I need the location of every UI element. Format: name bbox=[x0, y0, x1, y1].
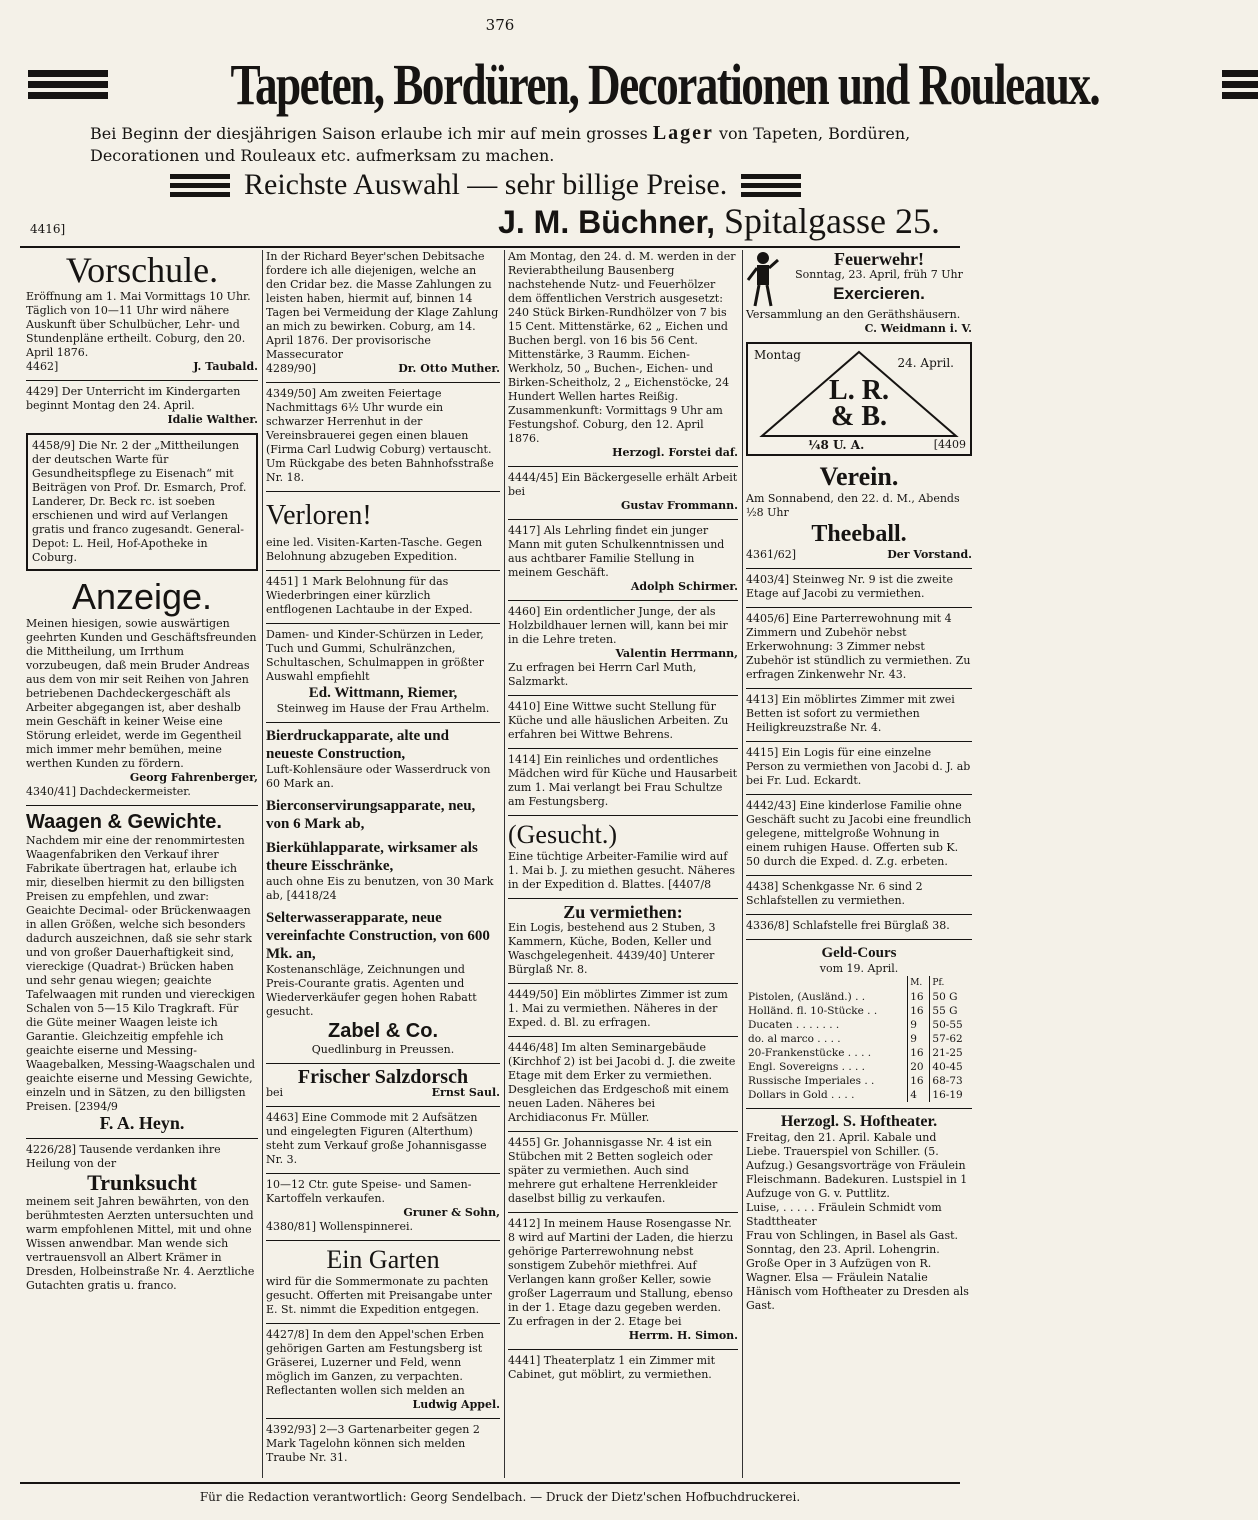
rates-date: vom 19. April. bbox=[819, 962, 899, 975]
divider bbox=[266, 570, 500, 571]
firm-name-bold: J. M. Büchner, bbox=[498, 204, 716, 240]
divider bbox=[508, 695, 738, 696]
ad-text: eine led. Visiten-Karten-Tasche. Gegen Belohnung abzugeben Expedition. bbox=[266, 536, 483, 563]
verein-ref: 4361/62] bbox=[746, 548, 796, 561]
ad-feuerwehr bbox=[746, 250, 972, 336]
table-cell: 16-19 bbox=[930, 1088, 972, 1102]
divider bbox=[746, 794, 972, 795]
divider bbox=[508, 519, 738, 520]
ad-text: Nachdem mir eine der renommirtesten Waagenfabriken den Verkauf ihrer Fabrikate übertragen hat, erlaube ich mir, dieselben hiermit zu den billigsten Preisen zu empfehlen, und zwar: Geaichte Decimal- oder Brückenwaagen in allen Größen, welche sich besonders dadurch auszeichnen, daß sie sehr stark und von großer Dauerhaftigkeit sind, viereckige (Quadrat-) Brücken haben und sehr genau wiegen; geaichte Tafelwaagen mit runden und viereckigen Schalen von 5—15 Kilo Tragkraft. Für die Güte meiner Waagen leiste ich Garantie. Gleichzeitig empfehle ich geaichte eiserne und Messing-Waagebalken, Messing-Waagschalen und geaichte eiserne und Messing Gewichte, einzeln und in Sätzen, zu den billigsten Preisen. [2394/9 bbox=[26, 834, 255, 1113]
lrb-ref: [4409 bbox=[933, 438, 966, 451]
ad-signature: Georg Fahrenberger, bbox=[129, 771, 258, 784]
slogan bbox=[170, 168, 890, 202]
ad-text: bei bbox=[266, 1086, 284, 1099]
rates-table bbox=[746, 976, 972, 1102]
table-cell: 55 G bbox=[930, 1004, 972, 1018]
ad-text: 1414] Ein reinliches und ordentliches Mädchen wird für Küche und Hausarbeit zum 1. Mai verlangt bei Frau Schultze am Festungsberg. bbox=[508, 753, 738, 808]
ad-text: Meinen hiesigen, sowie auswärtigen geehrten Kunden und Geschäftsfreunden die Mittheilung, um Irrthum vorzubeugen, daß mein Bruder Andreas aus dem von mir seit Reihen von Jahren betriebenen Dachdeckergeschäft als Arbeiter abgegangen ist, aber deshalb mein Geschäft in keiner Weise eine Störung erleidet, werde im Gegentheil mich immer mehr bemühen, meine werthen Kunden zu fördern. bbox=[26, 617, 257, 770]
divider bbox=[266, 1106, 500, 1107]
divider bbox=[508, 815, 738, 816]
intro-part-2: von Tapeten, Bordüren, Decorationen und Rouleaux etc. aufmerksam zu machen. bbox=[90, 124, 911, 165]
firm-address: Spitalgasse 25. bbox=[724, 201, 940, 241]
divider bbox=[508, 748, 738, 749]
divider bbox=[746, 939, 972, 940]
ad-text: Am Montag, den 24. d. M. werden in der Revierabtheilung Bausenberg nachstehende Nutz- und Feuerhölzer dem öffentlichen Verstrich ausgesetzt: 240 Stück Birken-Rundhölzer von 7 bis 15 Cent. Mittenstärke, 62 „ Eichen und Buchen bergl. von 16 bis 56 Cent. Mittenstärke, 3 Raumm. Eichen-Werkholz, 50 „ Buchen-, Eichen- und Birken-Scheitholz, 2 „ Eichenstöcke, 24 Hundert Wellen hartes Reißig. Zusammenkunft: Vormittags 9 Uhr am Festungshof. Coburg, den 12. April 1876. bbox=[508, 250, 736, 445]
ad-text-2: meinem seit Jahren bewährten, von den berühmtesten Aerzten untersuchten und warm empfohlenen Mittel, mit und ohne Wissen anwendbar. Man wende sich vertrauensvoll an Albert Krämer in Dresden, Holbeinstraße Nr. 4. Aerztliche Gutachten gratis u. franco. bbox=[26, 1195, 255, 1292]
table-cell: 9 bbox=[908, 1032, 930, 1046]
theater-text: Freitag, den 21. April. Kabale und Liebe. Trauerspiel von Schiller. (5. Aufzug.) Gesangsvorträge von Fräulein Fleischmann. Badekuren. Lustspiel in 1 Aufzuge von G. v. Puttlitz. bbox=[746, 1131, 968, 1200]
feuerwehr-heading: Exercieren. bbox=[833, 284, 925, 303]
ad-signature: Gruner & Sohn, bbox=[403, 1206, 500, 1219]
ad-heading: Frischer Salzdorsch bbox=[297, 1066, 469, 1088]
ad-text: 4455] Gr. Johannisgasse Nr. 4 ist ein Stübchen mit 2 Betten sogleich oder später zu vermiethen. Auch sind mehrere gut erhaltene Herrenkleider daselbst billig zu verkaufen. bbox=[508, 1136, 718, 1205]
ad-verein bbox=[746, 462, 972, 562]
rates-table-body bbox=[746, 990, 972, 1102]
table-cell: Holländ. fl. 10-Stücke . . bbox=[748, 1005, 878, 1017]
ad-signature: F. A. Heyn. bbox=[99, 1113, 185, 1133]
divider bbox=[266, 1240, 500, 1241]
ad-wittwe bbox=[508, 700, 738, 742]
ad-vorschule bbox=[26, 250, 258, 374]
theater-cast-1: Luise, . . . . . Fräulein Schmidt vom Stadttheater bbox=[746, 1201, 942, 1228]
ad-text: 4413] Ein möblirtes Zimmer mit zwei Betten ist sofort zu vermiethen Heiligkreuzstraße Nr. 4. bbox=[746, 693, 955, 734]
feuerwehr-signature: C. Weidmann i. V. bbox=[864, 322, 972, 335]
intro-part-1: Bei Beginn der diesjährigen Saison erlaube ich mir auf mein grosses bbox=[90, 124, 648, 143]
ad-junge bbox=[508, 605, 738, 689]
ad-text: 4458/9] Die Nr. 2 der „Mittheilungen der deutschen Warte für Gesundheitspflege zu Eisenach“ mit Beiträgen von Prof. Dr. Esmarch, Prof. Landerer, Dr. Beck rc. ist soeben erschienen und wird auf Verlangen gratis und franco zugesandt. General-Depot: L. Heil, Hof-Apotheke in Coburg. bbox=[32, 439, 247, 564]
footer: Für die Redaction verantwortlich: Georg Sendelbach. — Druck der Dietz'schen Hofbuchdruckerei. bbox=[199, 1490, 801, 1504]
ad-heading: (Gesucht.) bbox=[508, 820, 618, 849]
table-cell: 16 bbox=[908, 1046, 930, 1060]
ad-text: Ein Logis, bestehend aus 2 Stuben, 3 Kammern, Küche, Boden, Keller und Waschgelegenheit. 4439/40] Unterer Bürglaß Nr. 8. bbox=[508, 921, 716, 976]
divider bbox=[746, 741, 972, 742]
ad-ref: 4380/81] Wollenspinnerei. bbox=[266, 1220, 413, 1233]
rates-heading: Geld-Cours bbox=[821, 945, 897, 961]
ad-text-2: Quedlinburg in Preussen. bbox=[311, 1043, 455, 1056]
ad-text: 4463] Eine Commode mit 2 Aufsätzen und eingelegten Figuren (Alterthum) steht zum Verkauf große Johannisgasse Nr. 3. bbox=[266, 1111, 487, 1166]
table-cell: do. al marco . . . . bbox=[748, 1033, 841, 1045]
column-rule bbox=[262, 250, 263, 1478]
banner-bars-left bbox=[28, 70, 108, 99]
ad-signature: Valentin Herrmann, bbox=[615, 647, 738, 660]
divider bbox=[26, 805, 258, 806]
table-cell: 16 bbox=[908, 1074, 930, 1088]
table-cell: 21-25 bbox=[930, 1046, 972, 1060]
ad-selterwasser bbox=[266, 909, 500, 1057]
ad-signature: Zabel & Co. bbox=[327, 1020, 438, 1042]
ad-text: 4403/4] Steinweg Nr. 9 ist die zweite Etage auf Jacobi zu vermiethen. bbox=[746, 573, 953, 600]
table-cell: 20 bbox=[908, 1060, 930, 1074]
ad-garten bbox=[266, 1245, 500, 1317]
divider bbox=[508, 983, 738, 984]
ad-signature: Gustav Frommann. bbox=[621, 499, 738, 512]
column-rule bbox=[742, 250, 743, 1478]
feuerwehr-date: Sonntag, 23. April, früh 7 Uhr bbox=[795, 268, 963, 281]
ad-text: 4441] Theaterplatz 1 ein Zimmer mit Cabinet, gut möblirt, zu vermiethen. bbox=[508, 1354, 716, 1381]
ad-text: 4392/93] 2—3 Gartenarbeiter gegen 2 Mark Tagelohn können sich melden Traube Nr. 31. bbox=[266, 1423, 480, 1464]
ad-beyer bbox=[266, 250, 500, 376]
feuerwehr-text: Versammlung an den Geräthshäusern. bbox=[746, 308, 961, 321]
ad-heading: Bierconservirungsapparate, neu, von 6 Mark ab, bbox=[266, 798, 476, 832]
ad-bierkuehl bbox=[266, 839, 500, 903]
list-item bbox=[746, 919, 972, 933]
ad-lehrling bbox=[508, 524, 738, 594]
theater-cast-2: Frau von Schlingen, in Basel als Gast. bbox=[746, 1229, 959, 1242]
banner-bars-right bbox=[1222, 70, 1258, 99]
ad-heading: Bierdruckapparate, alte und neueste Construction, bbox=[266, 728, 449, 762]
ad-verloren bbox=[266, 496, 500, 564]
column-1 bbox=[26, 250, 258, 1478]
ad-signature: Ludwig Appel. bbox=[412, 1398, 500, 1411]
table-cell: Dollars in Gold . . . . bbox=[748, 1089, 855, 1101]
ad-gesucht bbox=[508, 820, 738, 892]
ad-text: 4429] Der Unterricht im Kindergarten beginnt Montag den 24. April. bbox=[26, 385, 241, 412]
table-cell: 57-62 bbox=[930, 1032, 972, 1046]
ad-signature: Idalie Walther. bbox=[167, 413, 258, 426]
table-cell: 40-45 bbox=[930, 1060, 972, 1074]
table-cell: 50-55 bbox=[930, 1018, 972, 1032]
table-cell: Russische Imperiales . . bbox=[748, 1075, 875, 1087]
column-4 bbox=[746, 250, 972, 1478]
ad-baecker bbox=[508, 471, 738, 513]
ad-hoftheater bbox=[746, 1113, 972, 1313]
ad-text: Damen- und Kinder-Schürzen in Leder, Tuch und Gummi, Schulränzchen, Schultaschen, Schulmappen in größter Auswahl empfiehlt bbox=[266, 628, 484, 683]
ad-heading: Vorschule. bbox=[65, 250, 219, 290]
table-header-cell bbox=[746, 976, 908, 990]
ad-text: 4451] 1 Mark Belohnung für das Wiederbringen einer kürzlich entflogenen Lachtaube in der Exped. bbox=[266, 575, 473, 616]
lrb-date: 24. April. bbox=[897, 356, 954, 370]
page-number: 376 bbox=[485, 16, 515, 34]
ad-ref: 4462] bbox=[26, 360, 59, 373]
list-item bbox=[746, 573, 972, 601]
ad-gartenarbeiter bbox=[266, 1423, 500, 1465]
ad-heading: Selterwasserapparate, neue vereinfachte Construction, von 600 Mk. an, bbox=[266, 910, 490, 962]
ad-maedchen bbox=[508, 753, 738, 809]
table-cell: Pistolen, (Ausländ.) . . bbox=[748, 991, 866, 1003]
divider bbox=[266, 1063, 500, 1064]
table-header-cell: Pf. bbox=[930, 976, 972, 990]
ad-text: 4449/50] Ein möblirtes Zimmer ist zum 1. Mai zu vermiethen. Näheres in der Exped. d. Bl. zu erfragen. bbox=[508, 988, 728, 1029]
ad-signature: Ed. Wittmann, Riemer, bbox=[308, 685, 458, 701]
divider bbox=[746, 607, 972, 608]
firm-name bbox=[498, 200, 940, 242]
ad-signature: Ernst Saul. bbox=[431, 1086, 500, 1099]
divider bbox=[508, 466, 738, 467]
ad-text: 4410] Eine Wittwe sucht Stellung für Küche und alle häuslichen Arbeiten. Zu erfahren bei Wittwe Behrens. bbox=[508, 700, 729, 741]
ad-text: wird für die Sommermonate zu pachten gesucht. Offerten mit Preisangabe unter E. St. nimmt die Expedition entgegen. bbox=[266, 1275, 492, 1316]
table-cell: 50 G bbox=[930, 990, 972, 1004]
divider bbox=[508, 1036, 738, 1037]
ad-lachtaube bbox=[266, 575, 500, 617]
table-cell: Engl. Sovereigns . . . . bbox=[748, 1061, 866, 1073]
ad-text: 4226/28] Tausende verdanken ihre Heilung von der bbox=[26, 1143, 221, 1170]
ad-text: Kostenanschläge, Zeichnungen und Preis-Courante gratis. Agenten und Wiederverkäufer gegen hohen Rabatt gesucht. bbox=[266, 963, 477, 1018]
ad-signature: Dr. Otto Muther. bbox=[398, 362, 500, 375]
ad-ref: 4340/41] Dachdeckermeister. bbox=[26, 785, 191, 798]
ad-text: 4446/48] Im alten Seminargebäude (Kirchhof 2) ist bei Jacobi d. J. die zweite Etage mit dem Erker zu vermiethen. Desgleichen das Erdgeschoß mit einem neuen Laden. Näheres bei Archidiaconus Fr. Müller. bbox=[508, 1041, 736, 1124]
table-cell: 16 bbox=[908, 1004, 930, 1018]
table-cell: 9 bbox=[908, 1018, 930, 1032]
divider bbox=[266, 382, 500, 383]
ad-seminar bbox=[508, 1041, 738, 1125]
table-row bbox=[746, 1004, 972, 1018]
table-header-cell: M. bbox=[908, 976, 930, 990]
lrb-label: Montag bbox=[754, 348, 801, 362]
ad-text: 4415] Ein Logis für eine einzelne Person zu vermiethen von Jacobi d. J. ab bei Fr. Lud. Eckardt. bbox=[746, 746, 971, 787]
ad-kartoffeln bbox=[266, 1178, 500, 1234]
divider bbox=[266, 1323, 500, 1324]
divider bbox=[266, 722, 500, 723]
firm-ref: 4416] bbox=[30, 222, 66, 236]
ad-signature: Adolph Schirmer. bbox=[630, 580, 738, 593]
table-header-row bbox=[746, 976, 972, 990]
ad-herrenhut bbox=[266, 387, 500, 485]
ad-text: 4444/45] Ein Bäckergeselle erhält Arbeit bei bbox=[508, 471, 738, 498]
ad-trunksucht bbox=[26, 1143, 258, 1293]
verein-heading: Verein. bbox=[819, 462, 899, 491]
divider bbox=[508, 1212, 738, 1213]
ad-warte bbox=[26, 433, 258, 571]
table-row bbox=[746, 1088, 972, 1102]
ad-text: 4349/50] Am zweiten Feiertage Nachmittags 6½ Uhr wurde ein schwarzer Herrenhut in der Vereinsbrauerei gegen einen blauen (Firma Carl Ludwig Coburg) vertauscht. Um Rückgabe des beten Bahnhofsstraße Nr. 18. bbox=[266, 387, 494, 484]
ad-salzdorsch bbox=[266, 1068, 500, 1100]
ad-waagen bbox=[26, 810, 258, 1132]
intro-lager: Lager bbox=[652, 122, 714, 144]
divider bbox=[266, 491, 500, 492]
ad-kindergarten bbox=[26, 385, 258, 427]
divider bbox=[746, 875, 972, 876]
divider bbox=[508, 898, 738, 899]
theater-text-2: Sonntag, den 23. April. Lohengrin. Große Oper in 3 Aufzügen von R. Wagner. Elsa — Fräulein Natalie Hänisch vom Hoftheater zu Dresden als Gast. bbox=[746, 1243, 969, 1312]
list-item bbox=[746, 799, 972, 869]
table-cell: 4 bbox=[908, 1088, 930, 1102]
ad-text: 4336/8] Schlafstelle frei Bürglaß 38. bbox=[746, 919, 950, 932]
lrb-notice bbox=[746, 342, 972, 456]
table-row bbox=[746, 1060, 972, 1074]
ad-bierconserv bbox=[266, 797, 500, 833]
lrb-line-1: L. R. bbox=[829, 375, 889, 406]
ad-text: auch ohne Eis zu benutzen, von 30 Mark ab, [4418/24 bbox=[266, 875, 494, 902]
ad-bierdruck bbox=[266, 727, 500, 791]
ad-vermiethen bbox=[508, 903, 738, 977]
lrb-line-2: & B. bbox=[831, 401, 887, 432]
ad-signature: J. Taubald. bbox=[193, 360, 258, 373]
ad-text: 4417] Als Lehrling findet ein junger Mann mit guten Schulkenntnissen und aus achtbarer Familie Stellung in meinem Geschäft. bbox=[508, 524, 725, 579]
ad-text: Eine tüchtige Arbeiter-Familie wird auf 1. Mai b. J. zu miethen gesucht. Näheres in der Expedition d. Blattes. [4407/8 bbox=[508, 850, 735, 891]
divider bbox=[266, 1418, 500, 1419]
ad-columns bbox=[26, 250, 972, 1478]
verein-heading-2: Theeball. bbox=[811, 521, 907, 547]
footer-rule bbox=[20, 1482, 960, 1484]
slogan-bars-left bbox=[170, 174, 230, 197]
ad-anzeige bbox=[26, 577, 258, 799]
ad-text: 4460] Ein ordentlicher Junge, der als Holzbildhauer lernen will, kann bei mir in die Lehre treten. bbox=[508, 605, 728, 646]
verein-text: Am Sonnabend, den 22. d. M., Abends ½8 Uhr bbox=[746, 492, 960, 519]
divider bbox=[746, 568, 972, 569]
ad-text: 4438] Schenkgasse Nr. 6 sind 2 Schlafstellen zu vermiethen. bbox=[746, 880, 923, 907]
banner bbox=[28, 48, 1100, 120]
column-4-ads bbox=[746, 573, 972, 940]
list-item bbox=[746, 880, 972, 908]
ad-heading: Waagen & Gewichte. bbox=[26, 811, 222, 833]
ad-text-2: Zu erfragen bei Herrn Carl Muth, Salzmarkt. bbox=[508, 661, 697, 688]
table-cell: 68-73 bbox=[930, 1074, 972, 1088]
ad-text: Luft-Kohlensäure oder Wasserdruck von 60 Mark an. bbox=[266, 763, 491, 790]
banner-title: Tapeten, Bordüren, Decorationen und Rouleaux. bbox=[230, 51, 1100, 117]
ad-schuerzen bbox=[266, 628, 500, 716]
firm-line bbox=[20, 200, 950, 246]
divider bbox=[746, 1108, 972, 1109]
ad-heading: Trunksucht bbox=[87, 1170, 197, 1195]
ad-ref: 4289/90] bbox=[266, 362, 316, 375]
feuerwehr-title: Feuerwehr! bbox=[834, 249, 924, 269]
ad-text: 10—12 Ctr. gute Speise- und Samen-Kartoffeln verkaufen. bbox=[266, 1178, 472, 1205]
ad-heading: Verloren! bbox=[266, 500, 372, 531]
column-3 bbox=[508, 250, 738, 1478]
divider bbox=[508, 600, 738, 601]
list-item bbox=[746, 693, 972, 735]
ad-signature: Herzogl. Forstei daf. bbox=[612, 446, 738, 459]
ad-heading: Zu vermiethen: bbox=[563, 902, 683, 922]
table-row bbox=[746, 1074, 972, 1088]
table-row bbox=[746, 1046, 972, 1060]
table-row bbox=[746, 1018, 972, 1032]
ad-text: 4405/6] Eine Parterrewohnung mit 4 Zimmern und Zubehör nebst Erkerwohnung: 3 Zimmer nebst Zubehör ist stündlich zu vermiethen. Zu erfragen Zinkenwehr Nr. 43. bbox=[746, 612, 971, 681]
divider bbox=[266, 623, 500, 624]
divider bbox=[746, 914, 972, 915]
ad-heading: Ein Garten bbox=[326, 1245, 440, 1274]
fireman-figure-icon bbox=[746, 250, 780, 308]
ad-johannis bbox=[508, 1136, 738, 1206]
header-rule bbox=[20, 246, 960, 248]
ad-theaterplatz bbox=[508, 1354, 738, 1382]
ad-text: In der Richard Beyer'schen Debitsache fordere ich alle diejenigen, welche an den Cridar bez. die Masse Zahlungen zu leisten haben, hiermit auf, binnen 14 Tagen bei Vermeidung der Klage Zahlung an mich zu bewirken. Coburg, am 14. April 1876. Der provisorische Massecurator bbox=[266, 250, 499, 361]
table-cell: 16 bbox=[908, 990, 930, 1004]
ad-holzverstrich bbox=[508, 250, 738, 460]
divider bbox=[508, 1131, 738, 1132]
lrb-time: ¼8 U. A. bbox=[808, 438, 865, 452]
ad-commode bbox=[266, 1111, 500, 1167]
divider bbox=[26, 1138, 258, 1139]
ad-text: 4412] In meinem Hause Rosengasse Nr. 8 wird auf Martini der Laden, die hierzu gehörige Parterrewohnung nebst sonstigem Zubehör miethfrei. Auf Verlangen kann großer Keller, sowie großer Lagerraum und Stallung, ebenso in der 1. Etage dazu gegeben werden. Zu erfragen in der 2. Etage bei bbox=[508, 1217, 734, 1328]
intro-text bbox=[90, 122, 970, 167]
ad-text: Eröffnung am 1. Mai Vormittags 10 Uhr. Täglich von 10—11 Uhr wird nähere Auskunft über Schulbücher, Lehr- und Stundenpläne ertheilt. Coburg, den 20. April 1876. bbox=[26, 290, 251, 359]
list-item bbox=[746, 746, 972, 788]
column-rule bbox=[504, 250, 505, 1478]
column-2 bbox=[266, 250, 500, 1478]
rates-table-header bbox=[746, 976, 972, 990]
table-cell: 20-Frankenstücke . . . . bbox=[748, 1047, 872, 1059]
ad-appel bbox=[266, 1328, 500, 1412]
slogan-bars-right bbox=[741, 174, 801, 197]
ad-heading: Anzeige. bbox=[71, 576, 213, 617]
ad-zimmer bbox=[508, 988, 738, 1030]
verein-signature: Der Vorstand. bbox=[887, 548, 972, 561]
ad-text: 4442/43] Eine kinderlose Familie ohne Geschäft sucht zu Jacobi eine freundlich gelegene, mittelgroße Wohnung in einem ruhigen Hause. Offerten sub K. 50 durch die Exped. d. Z.g. erbeten. bbox=[746, 799, 972, 868]
list-item bbox=[746, 612, 972, 682]
ad-simon bbox=[508, 1217, 738, 1343]
slogan-text: Reichste Auswahl — sehr billige Preise. bbox=[244, 168, 728, 201]
theater-heading: Herzogl. S. Hoftheater. bbox=[780, 1113, 938, 1130]
table-row bbox=[746, 990, 972, 1004]
divider bbox=[508, 1349, 738, 1350]
ad-text: 4427/8] In dem den Appel'schen Erben gehörigen Garten am Festungsberg ist Gräserei, Luzerner und Feld, wenn möglich im Ganzen, zu verpachten. Reflectanten wollen sich melden an bbox=[266, 1328, 485, 1397]
ad-text-2: Steinweg im Hause der Frau Arthelm. bbox=[276, 702, 490, 715]
ad-heading: Bierkühlapparate, wirksamer als theure Eisschränke, bbox=[266, 840, 478, 874]
divider bbox=[746, 688, 972, 689]
divider bbox=[26, 380, 258, 381]
ad-signature: Herrm. H. Simon. bbox=[628, 1329, 738, 1342]
table-cell: Ducaten . . . . . . . bbox=[748, 1019, 840, 1031]
table-row bbox=[746, 1032, 972, 1046]
ad-geld-cours bbox=[746, 944, 972, 1102]
divider bbox=[266, 1173, 500, 1174]
